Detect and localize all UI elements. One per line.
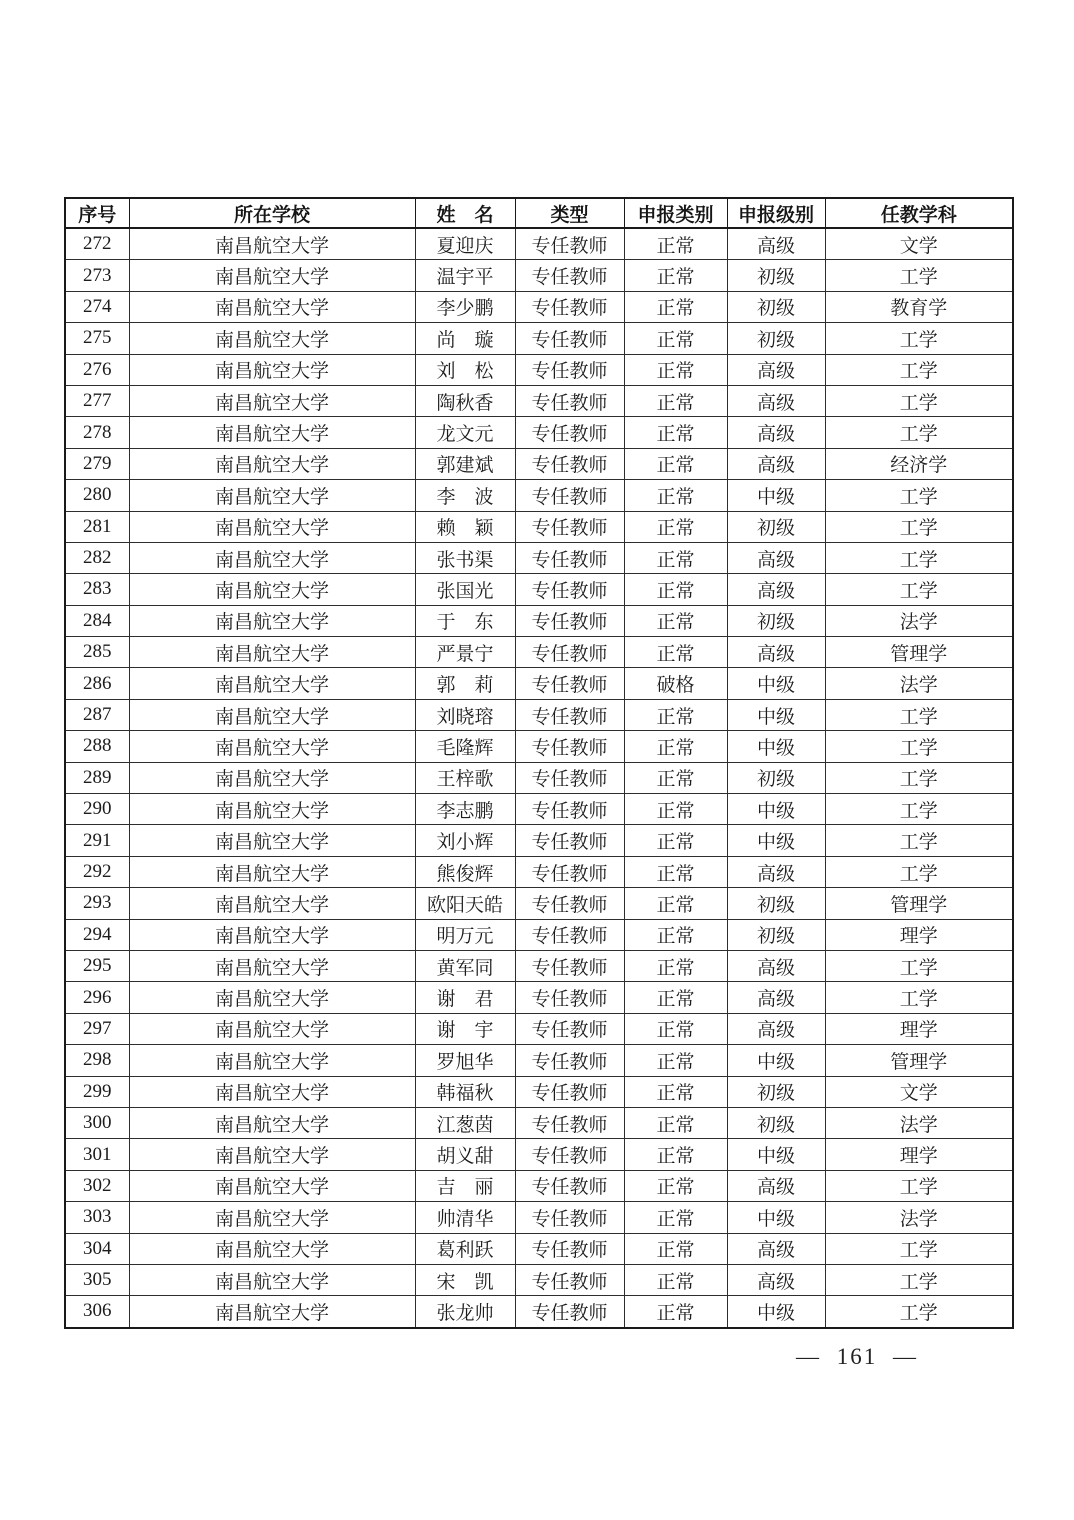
cell-category: 正常 [624,448,727,479]
cell-type: 专任教师 [515,762,624,793]
cell-no: 303 [65,1202,129,1233]
cell-name: 李少鹏 [415,291,515,322]
cell-no: 284 [65,605,129,636]
cell-school: 南昌航空大学 [129,1233,415,1264]
cell-name: 刘 松 [415,354,515,385]
cell-no: 273 [65,260,129,291]
cell-level: 初级 [727,1076,825,1107]
cell-level: 中级 [727,825,825,856]
table-row [65,762,1013,793]
cell-type: 专任教师 [515,1296,624,1328]
col-header-apply-category: 申报类别 [624,198,727,228]
cell-subject: 法学 [825,1107,1013,1138]
cell-subject: 工学 [825,260,1013,291]
cell-name: 吉 丽 [415,1170,515,1201]
cell-subject: 工学 [825,574,1013,605]
table-header [65,198,1013,228]
cell-subject: 工学 [825,794,1013,825]
cell-school: 南昌航空大学 [129,888,415,919]
cell-school: 南昌航空大学 [129,950,415,981]
cell-school: 南昌航空大学 [129,323,415,354]
cell-no: 288 [65,731,129,762]
teacher-roster-table [64,197,1014,1329]
cell-category: 正常 [624,1076,727,1107]
cell-school: 南昌航空大学 [129,668,415,699]
cell-name: 龙文元 [415,417,515,448]
cell-level: 初级 [727,323,825,354]
cell-level: 中级 [727,731,825,762]
cell-school: 南昌航空大学 [129,1013,415,1044]
cell-type: 专任教师 [515,574,624,605]
cell-category: 正常 [624,1264,727,1295]
table-row [65,919,1013,950]
cell-level: 中级 [727,668,825,699]
cell-category: 正常 [624,1107,727,1138]
cell-level: 中级 [727,1296,825,1328]
cell-school: 南昌航空大学 [129,794,415,825]
cell-type: 专任教师 [515,1139,624,1170]
cell-no: 300 [65,1107,129,1138]
cell-level: 高级 [727,856,825,887]
cell-school: 南昌航空大学 [129,1296,415,1328]
cell-type: 专任教师 [515,1076,624,1107]
cell-subject: 工学 [825,511,1013,542]
table-row [65,856,1013,887]
cell-school: 南昌航空大学 [129,480,415,511]
cell-category: 正常 [624,605,727,636]
cell-category: 正常 [624,228,727,260]
cell-type: 专任教师 [515,1107,624,1138]
cell-no: 304 [65,1233,129,1264]
cell-no: 293 [65,888,129,919]
cell-level: 中级 [727,480,825,511]
cell-subject: 工学 [825,542,1013,573]
cell-school: 南昌航空大学 [129,731,415,762]
table-row [65,1170,1013,1201]
cell-name: 温宇平 [415,260,515,291]
table-row [65,699,1013,730]
cell-level: 高级 [727,1170,825,1201]
table-row [65,982,1013,1013]
cell-type: 专任教师 [515,480,624,511]
cell-subject: 工学 [825,1264,1013,1295]
cell-level: 高级 [727,982,825,1013]
cell-school: 南昌航空大学 [129,354,415,385]
cell-no: 292 [65,856,129,887]
cell-school: 南昌航空大学 [129,1170,415,1201]
cell-school: 南昌航空大学 [129,448,415,479]
cell-name: 欧阳天皓 [415,888,515,919]
table-row [65,1139,1013,1170]
cell-name: 熊俊辉 [415,856,515,887]
cell-category: 正常 [624,888,727,919]
table-row [65,637,1013,668]
cell-category: 正常 [624,1170,727,1201]
cell-name: 郭建斌 [415,448,515,479]
table-row [65,323,1013,354]
cell-name: 明万元 [415,919,515,950]
cell-school: 南昌航空大学 [129,228,415,260]
cell-school: 南昌航空大学 [129,825,415,856]
cell-level: 初级 [727,511,825,542]
cell-school: 南昌航空大学 [129,385,415,416]
cell-level: 中级 [727,1045,825,1076]
cell-school: 南昌航空大学 [129,1139,415,1170]
cell-name: 帅清华 [415,1202,515,1233]
table-row [65,668,1013,699]
cell-level: 中级 [727,1202,825,1233]
cell-school: 南昌航空大学 [129,762,415,793]
cell-subject: 工学 [825,731,1013,762]
cell-school: 南昌航空大学 [129,1076,415,1107]
cell-category: 正常 [624,323,727,354]
cell-subject: 工学 [825,480,1013,511]
cell-level: 高级 [727,637,825,668]
cell-name: 李志鹏 [415,794,515,825]
col-header-school: 所在学校 [129,198,415,228]
cell-name: 赖 颖 [415,511,515,542]
cell-level: 高级 [727,574,825,605]
cell-type: 专任教师 [515,1264,624,1295]
cell-school: 南昌航空大学 [129,982,415,1013]
cell-name: 韩福秋 [415,1076,515,1107]
col-header-type: 类型 [515,198,624,228]
cell-level: 初级 [727,762,825,793]
cell-category: 正常 [624,385,727,416]
col-header-subject: 任教学科 [825,198,1013,228]
cell-category: 正常 [624,1045,727,1076]
cell-subject: 管理学 [825,888,1013,919]
cell-no: 279 [65,448,129,479]
cell-subject: 工学 [825,950,1013,981]
cell-subject: 理学 [825,1139,1013,1170]
cell-name: 胡义甜 [415,1139,515,1170]
cell-category: 正常 [624,354,727,385]
cell-no: 277 [65,385,129,416]
cell-no: 295 [65,950,129,981]
cell-type: 专任教师 [515,1013,624,1044]
cell-type: 专任教师 [515,1045,624,1076]
cell-no: 294 [65,919,129,950]
table-row [65,1107,1013,1138]
cell-type: 专任教师 [515,542,624,573]
cell-school: 南昌航空大学 [129,291,415,322]
table-row [65,888,1013,919]
cell-name: 刘晓瑢 [415,699,515,730]
cell-type: 专任教师 [515,260,624,291]
cell-name: 李 波 [415,480,515,511]
cell-no: 297 [65,1013,129,1044]
cell-no: 281 [65,511,129,542]
table-row [65,574,1013,605]
table-row [65,385,1013,416]
cell-level: 初级 [727,260,825,291]
cell-name: 谢 宇 [415,1013,515,1044]
cell-school: 南昌航空大学 [129,1264,415,1295]
table-row [65,825,1013,856]
cell-type: 专任教师 [515,385,624,416]
cell-subject: 工学 [825,323,1013,354]
cell-category: 正常 [624,731,727,762]
cell-subject: 工学 [825,982,1013,1013]
cell-category: 正常 [624,291,727,322]
cell-no: 298 [65,1045,129,1076]
cell-level: 初级 [727,888,825,919]
cell-category: 正常 [624,417,727,448]
cell-no: 280 [65,480,129,511]
cell-type: 专任教师 [515,417,624,448]
cell-no: 291 [65,825,129,856]
cell-subject: 工学 [825,1233,1013,1264]
cell-subject: 工学 [825,699,1013,730]
table-row [65,1202,1013,1233]
table-row [65,417,1013,448]
cell-level: 中级 [727,794,825,825]
cell-name: 张龙帅 [415,1296,515,1328]
cell-name: 陶秋香 [415,385,515,416]
cell-no: 282 [65,542,129,573]
cell-school: 南昌航空大学 [129,605,415,636]
cell-category: 正常 [624,480,727,511]
table-row [65,950,1013,981]
cell-type: 专任教师 [515,511,624,542]
cell-name: 黄军同 [415,950,515,981]
cell-type: 专任教师 [515,605,624,636]
cell-subject: 工学 [825,825,1013,856]
table-row [65,605,1013,636]
cell-name: 张书渠 [415,542,515,573]
cell-subject: 工学 [825,385,1013,416]
table-row [65,731,1013,762]
cell-school: 南昌航空大学 [129,574,415,605]
cell-no: 272 [65,228,129,260]
col-header-apply-level: 申报级别 [727,198,825,228]
cell-category: 正常 [624,1013,727,1044]
cell-type: 专任教师 [515,1202,624,1233]
cell-level: 高级 [727,448,825,479]
cell-type: 专任教师 [515,637,624,668]
cell-category: 正常 [624,794,727,825]
cell-school: 南昌航空大学 [129,1107,415,1138]
cell-category: 正常 [624,856,727,887]
cell-category: 正常 [624,1202,727,1233]
cell-level: 高级 [727,1013,825,1044]
cell-category: 正常 [624,511,727,542]
cell-name: 尚 璇 [415,323,515,354]
cell-category: 正常 [624,1296,727,1328]
cell-no: 289 [65,762,129,793]
cell-type: 专任教师 [515,856,624,887]
cell-category: 正常 [624,637,727,668]
table-row [65,480,1013,511]
table-row [65,448,1013,479]
table-row [65,260,1013,291]
cell-name: 夏迎庆 [415,228,515,260]
table-body [65,228,1013,1328]
table-row [65,1233,1013,1264]
cell-category: 正常 [624,1233,727,1264]
cell-level: 初级 [727,919,825,950]
cell-type: 专任教师 [515,825,624,856]
cell-school: 南昌航空大学 [129,919,415,950]
cell-subject: 工学 [825,1170,1013,1201]
cell-subject: 工学 [825,762,1013,793]
cell-category: 正常 [624,1139,727,1170]
cell-type: 专任教师 [515,919,624,950]
cell-type: 专任教师 [515,982,624,1013]
cell-category: 正常 [624,574,727,605]
col-header-name: 姓 名 [415,198,515,228]
cell-no: 276 [65,354,129,385]
cell-no: 285 [65,637,129,668]
cell-subject: 法学 [825,668,1013,699]
cell-type: 专任教师 [515,794,624,825]
cell-name: 罗旭华 [415,1045,515,1076]
cell-level: 高级 [727,354,825,385]
cell-category: 正常 [624,260,727,291]
cell-name: 葛利跃 [415,1233,515,1264]
cell-subject: 法学 [825,605,1013,636]
cell-name: 毛隆辉 [415,731,515,762]
cell-no: 305 [65,1264,129,1295]
cell-no: 274 [65,291,129,322]
cell-level: 高级 [727,228,825,260]
cell-name: 宋 凯 [415,1264,515,1295]
cell-type: 专任教师 [515,323,624,354]
cell-type: 专任教师 [515,354,624,385]
cell-subject: 法学 [825,1202,1013,1233]
cell-name: 谢 君 [415,982,515,1013]
cell-no: 278 [65,417,129,448]
table-row [65,511,1013,542]
cell-type: 专任教师 [515,228,624,260]
cell-subject: 管理学 [825,1045,1013,1076]
cell-type: 专任教师 [515,888,624,919]
cell-no: 283 [65,574,129,605]
cell-type: 专任教师 [515,448,624,479]
table-row [65,1045,1013,1076]
cell-category: 破格 [624,668,727,699]
cell-no: 299 [65,1076,129,1107]
cell-category: 正常 [624,919,727,950]
cell-level: 初级 [727,1107,825,1138]
page-number: — 161 — [796,1344,918,1369]
cell-no: 306 [65,1296,129,1328]
cell-name: 于 东 [415,605,515,636]
cell-school: 南昌航空大学 [129,637,415,668]
cell-type: 专任教师 [515,699,624,730]
cell-name: 郭 莉 [415,668,515,699]
cell-school: 南昌航空大学 [129,1045,415,1076]
cell-school: 南昌航空大学 [129,856,415,887]
cell-subject: 工学 [825,856,1013,887]
cell-school: 南昌航空大学 [129,699,415,730]
cell-name: 江葱茵 [415,1107,515,1138]
cell-category: 正常 [624,699,727,730]
cell-category: 正常 [624,542,727,573]
table-row [65,1264,1013,1295]
cell-type: 专任教师 [515,950,624,981]
cell-no: 275 [65,323,129,354]
cell-type: 专任教师 [515,1233,624,1264]
cell-subject: 工学 [825,1296,1013,1328]
col-header-index: 序号 [65,198,129,228]
cell-category: 正常 [624,762,727,793]
cell-name: 王梓歌 [415,762,515,793]
cell-subject: 理学 [825,1013,1013,1044]
cell-level: 高级 [727,950,825,981]
cell-level: 高级 [727,1233,825,1264]
cell-level: 高级 [727,385,825,416]
cell-subject: 管理学 [825,637,1013,668]
table-row [65,291,1013,322]
cell-category: 正常 [624,950,727,981]
cell-no: 296 [65,982,129,1013]
cell-level: 中级 [727,1139,825,1170]
cell-type: 专任教师 [515,291,624,322]
cell-name: 严景宁 [415,637,515,668]
header-row [65,198,1013,228]
cell-category: 正常 [624,982,727,1013]
cell-subject: 文学 [825,1076,1013,1107]
cell-subject: 工学 [825,354,1013,385]
cell-level: 高级 [727,542,825,573]
table-row [65,1076,1013,1107]
cell-no: 301 [65,1139,129,1170]
cell-type: 专任教师 [515,731,624,762]
table-row [65,228,1013,260]
cell-school: 南昌航空大学 [129,417,415,448]
cell-level: 高级 [727,1264,825,1295]
cell-subject: 教育学 [825,291,1013,322]
cell-no: 302 [65,1170,129,1201]
cell-level: 中级 [727,699,825,730]
cell-school: 南昌航空大学 [129,260,415,291]
cell-school: 南昌航空大学 [129,511,415,542]
cell-no: 287 [65,699,129,730]
cell-no: 290 [65,794,129,825]
cell-level: 初级 [727,291,825,322]
cell-level: 初级 [727,605,825,636]
cell-type: 专任教师 [515,668,624,699]
cell-school: 南昌航空大学 [129,542,415,573]
cell-type: 专任教师 [515,1170,624,1201]
cell-subject: 工学 [825,417,1013,448]
cell-name: 刘小辉 [415,825,515,856]
cell-subject: 经济学 [825,448,1013,479]
table-row [65,542,1013,573]
cell-subject: 文学 [825,228,1013,260]
cell-school: 南昌航空大学 [129,1202,415,1233]
table-row [65,794,1013,825]
cell-subject: 理学 [825,919,1013,950]
cell-name: 张国光 [415,574,515,605]
table-row [65,1013,1013,1044]
cell-level: 高级 [727,417,825,448]
cell-category: 正常 [624,825,727,856]
cell-no: 286 [65,668,129,699]
table-row [65,354,1013,385]
table-row [65,1296,1013,1328]
